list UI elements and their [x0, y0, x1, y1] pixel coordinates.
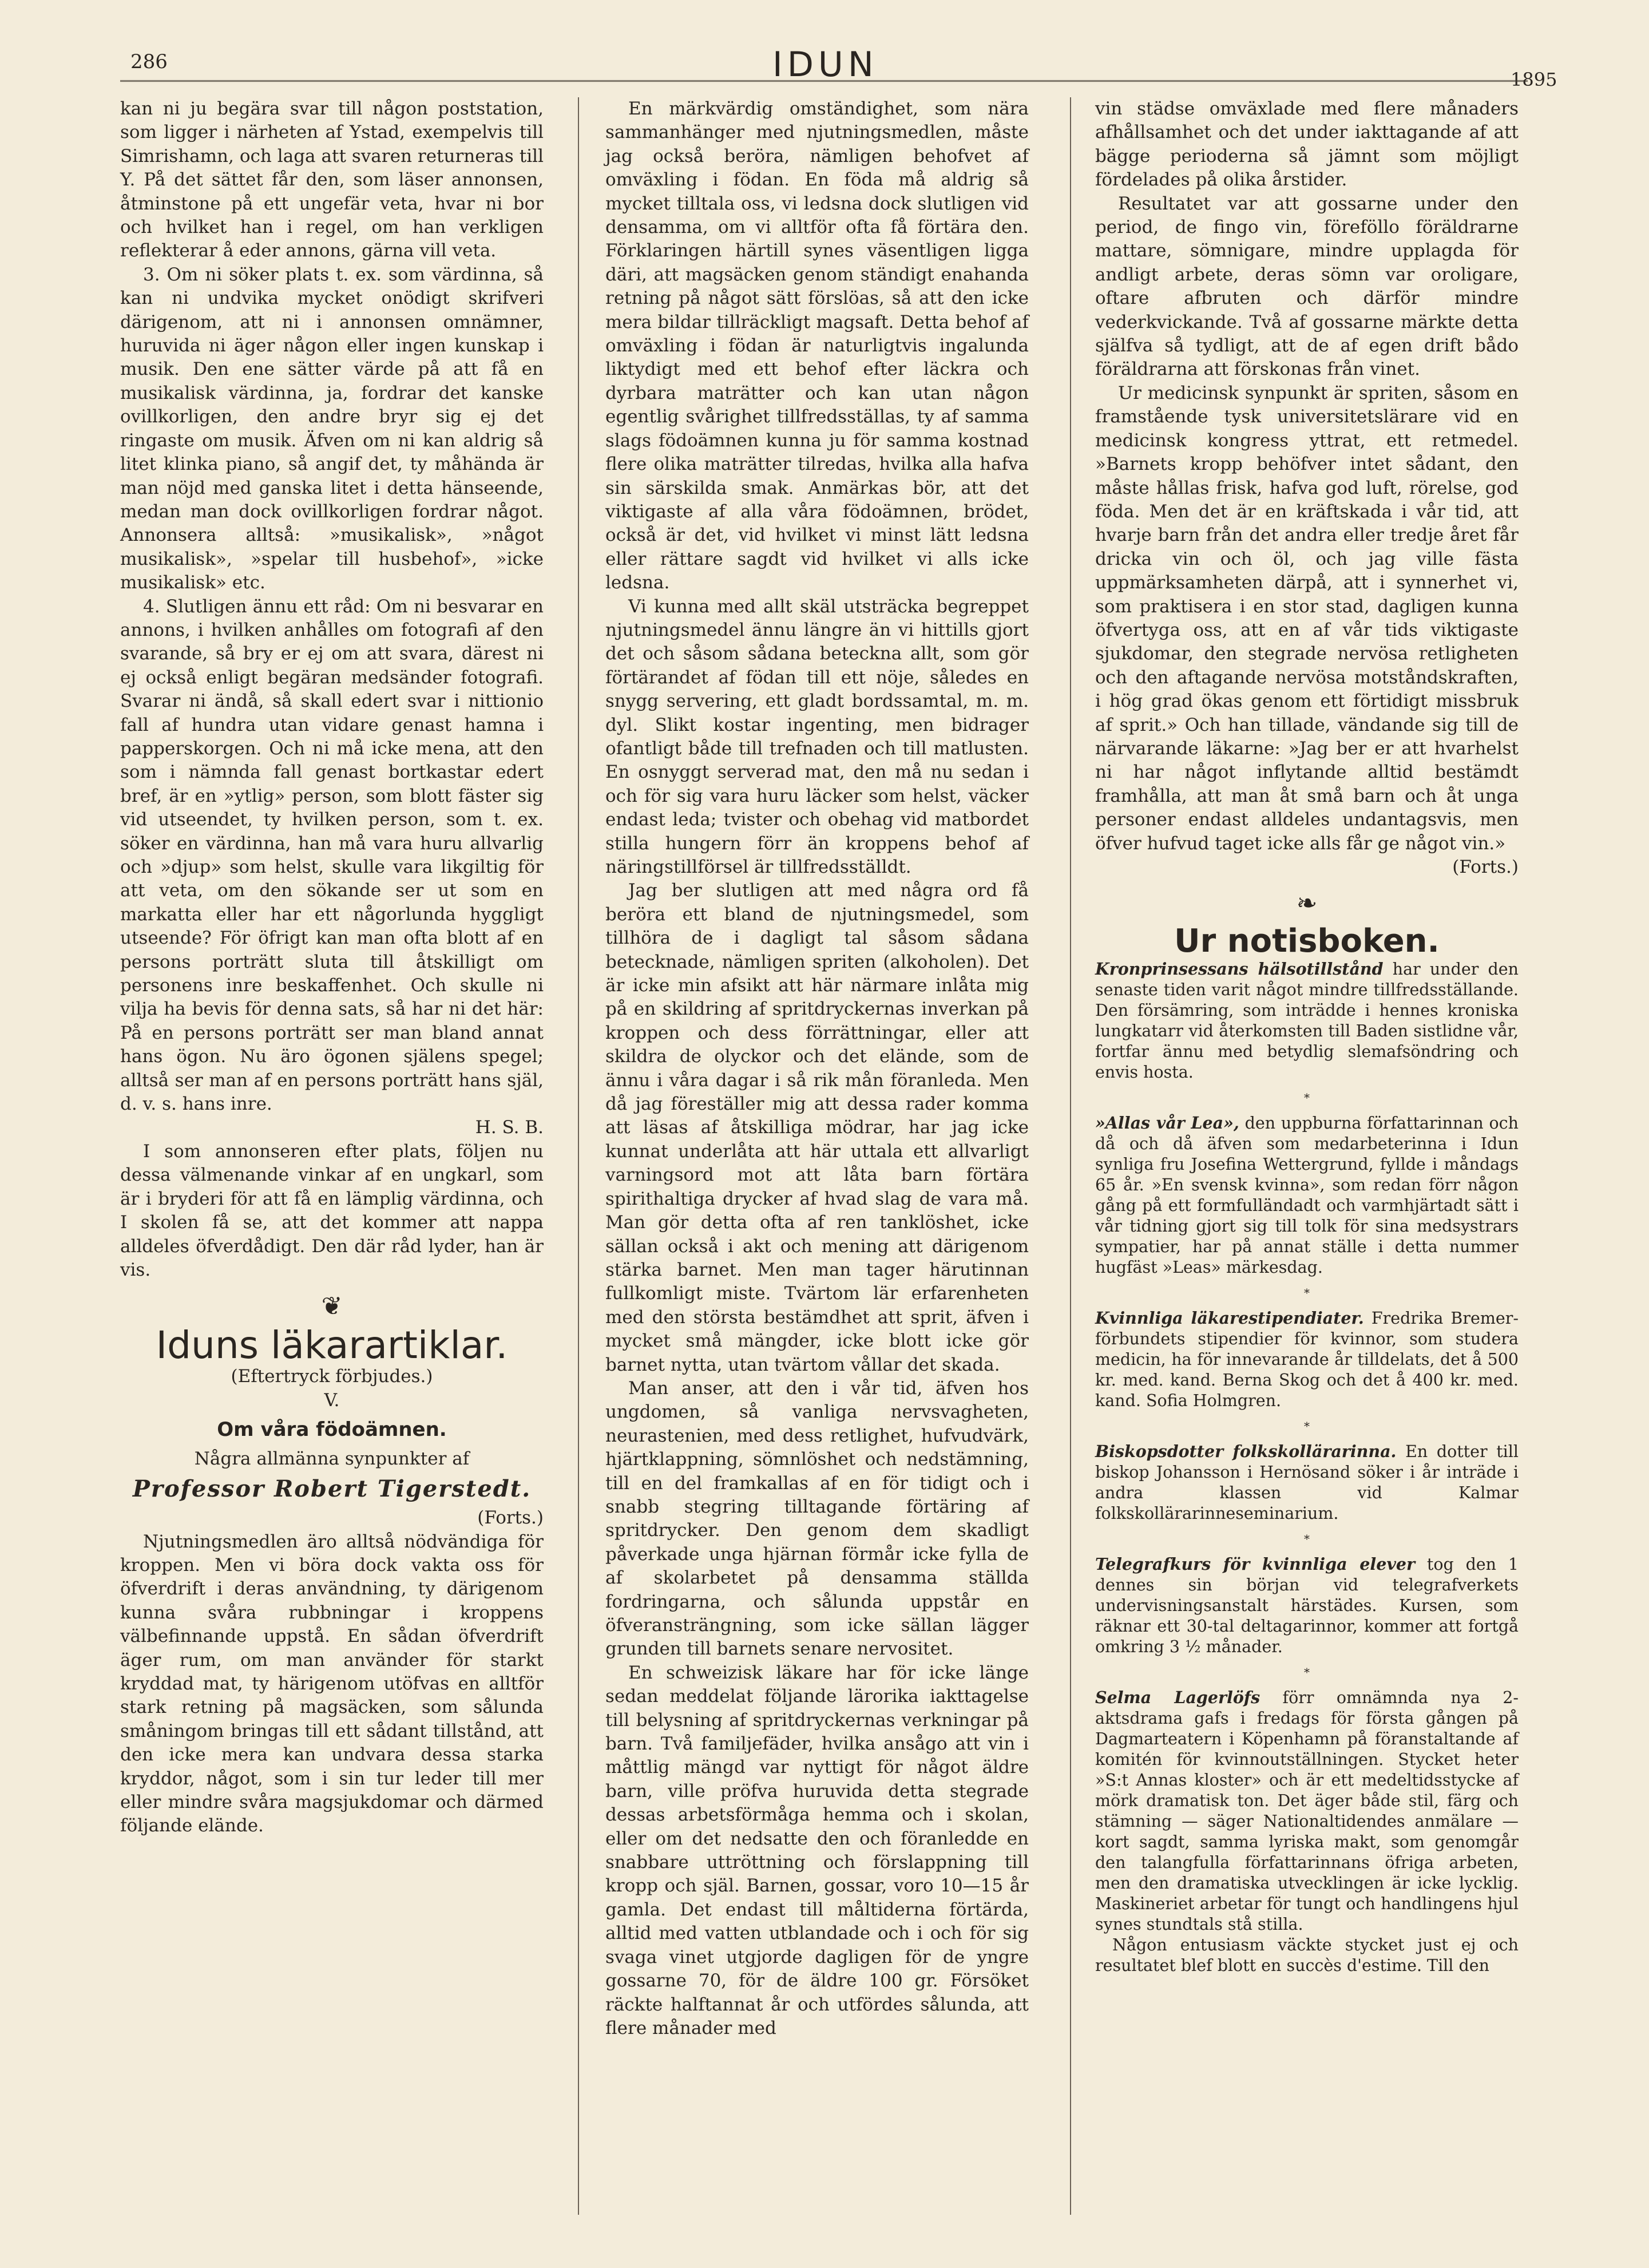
notis-title: Ur notisboken. [1174, 922, 1440, 960]
column-divider [1070, 97, 1071, 2215]
paragraph: 3. Om ni söker plats t. ex. som värdinna, så kan ni undvika mycket onödigt skrifveri därigenom, att ni i annonsen omnämner, huruvida ni äger någon eller ingen kunskap i musik. Den ene sätter värde på att få en musikalisk värdinna, ja, fordrar det kanske ovillkorligen, den andre bryr sig ej det ringaste om musik. Äfven om ni kan aldrig så litet klinka piano, så angif det, ty måhända är man nöjd med ganska litet i detta hänseende, medan man dock ovillkorligen fordrar något. Annonsera alltså: »musikalisk», »något musikalisk», »spelar till husbehof», »icke musikalisk» etc. [120, 264, 544, 593]
column-3 [1095, 97, 1519, 1976]
paragraph: kan ni ju begära svar till någon poststation, som ligger i närheten af Ystad, exempelvis till Simrishamn, och laga att svaren returneras till Y. På det sättet får den, som läser annonsen, åtminstone på ett ungefär veta, hvar ni bor och hvilket han i regel, om han verkligen reflekterar å eder annons, gärna vill veta. [120, 98, 544, 262]
column-2 [605, 97, 1029, 2040]
paragraph: En schweizisk läkare har för icke länge sedan meddelat följande lärorika iakttagelse till belysning af spritdryckernas verkningar på barn. Två familjefäder, hvilka ansågo att vin i måttlig mängd var nyttigt för något äldre barn, ville pröfva huruvida detta stegrade dessas arbetsförmåga hemma och i skolan, eller om det nedsatte den och föranledde en snabbare uttröttning och förslappning till kropp och själ. Barnen, gossar, voro 10—15 år gamla. Det endast till måltiderna förtärda, alltid med vatten utblandade och i och för sig svaga vinet utgjorde dagligen för de yngre gossarne 70, för de äldre 100 gr. Försöket räckte halftannat år och utfördes sålunda, att flere månader med [605, 1662, 1029, 2039]
notis-text: tog den 1 dennes sin början vid telegrafverkets undervisningsanstalt härstädes. Kursen, som räknar ett 30-tal deltagarinnor, kommer att fortgå omkring 3 ½ månader. [1095, 1555, 1519, 1657]
notis-item [1095, 1554, 1519, 1657]
separator: * [1304, 1532, 1310, 1546]
paragraph: vin städse omväxlade med flere månaders afhållsamhet och det under iakttagande af att bägge perioderna så jämnt som möjligt fördelades på olika årstider. [1095, 98, 1519, 191]
ornament: ❦ [321, 1292, 343, 1321]
article-title: Om våra födoämnen. [217, 1418, 447, 1441]
separator: * [1304, 1665, 1310, 1680]
paragraph: 4. Slutligen ännu ett råd: Om ni besvarar en annons, i hvilken anhålles om fotografi af den svarande, så bry er ej om att svara, därest ni ej också enligt begäran medsänder fotografi. Svarar ni ändå, så skall edert svar i nittionio fall af hundra utan vidare genast hamna i papperskorgen. Och ni må icke mena, att den som i nämnda fall genast bortkastar edert bref, är en »ytlig» person, som blott fäster sig vid utseendet, ty hvilken person, som t. ex. söker en värdinna, han må vara huru allvarlig och »djup» som helst, skulle vara likgiltig för att veta, om den sökande ser ut som en markatta eller har ett någorlunda hyggligt utseende? För öfrigt kan man ofta blott af en persons porträtt sluta till åtskilligt om personens inre beskaffenhet. Och skulle ni vilja ha bevis för denna sats, så har ni det här: På en persons porträtt ser man bland annat hans ögon. Nu äro ögonen själens spegel; alltså ser man af en persons porträtt hans själ, d. v. s. hans inre. [120, 596, 544, 1115]
notis-text: har under den senaste tiden varit något mindre tillfredsställande. Den försämring, som inträdde i hennes kroniska lungkatarr vid återkomsten till Baden sistlidne vår, fortfar ännu med betydlig slemafsöndring och envis hosta. [1095, 960, 1519, 1082]
notis-item [1095, 1308, 1519, 1411]
notis-item [1095, 1113, 1519, 1278]
paragraph: Vi kunna med allt skäl utsträcka begreppet njutningsmedel ännu längre än vi hittills gjort det och såsom sådana beteckna allt, som gör förtärandet af födan till ett nöje, således en snygg servering, ett gladt bordssamtal, m. m. dyl. Slikt kostar ingenting, men bidrager ofantligt både till trefnaden och till matlusten. En osnyggt serverad mat, den må nu sedan i och för sig vara huru läcker som helst, väcker endast leda; tvister och obehag vid matbordet stilla hungern förr än kroppens behof af näringstillförsel är tillfredsställdt. [605, 596, 1029, 877]
notis-item [1095, 1687, 1519, 1935]
notis-list [1095, 959, 1519, 1976]
notis-lead: Kronprinsessans hälsotillstånd [1095, 959, 1384, 979]
page-number: 286 [130, 50, 168, 73]
notis-item [1095, 959, 1519, 1083]
notis-text: En dotter till biskop Johansson i Hernösand söker i år inträde i andra klassen vid Kalmar folkskollärarinneseminarium. [1095, 1442, 1519, 1523]
signature: H. S. B. [475, 1117, 544, 1138]
notis-lead: »Allas vår Lea», [1095, 1113, 1239, 1133]
separator: * [1304, 1419, 1310, 1434]
paragraph: Njutningsmedlen äro alltså nödvändiga för kroppen. Men vi böra dock vakta oss för öfverdrift i deras användning, ty därigenom kunna svåra rubbningar i kroppens välbefinnande uppstå. En sådan öfverdrift äger rum, om man använder för starkt kryddad mat, ty härigenom utöfvas en alltför stark retning på magsäcken, som sålunda småningom bringas till ett sådant tillstånd, att den icke mera kan undvara dessa starka kryddor, något, som i sin tur leder till mer eller mindre svåra magsjukdomar och därmed följande elände. [120, 1531, 544, 1836]
notis-lead: Selma Lagerlöfs [1095, 1688, 1260, 1708]
paragraph: Ur medicinsk synpunkt är spriten, såsom en framstående tysk universitetslärare vid en medicinsk kongress yttrat, ett retmedel. »Barnets kropp behöfver intet sådant, den måste hållas frisk, hafva god luft, rörelse, god föda. Men det är en kräftskada i vår tid, att hvarje barn från det andra eller tredje året får dricka vin och öl, och jag ville fästa uppmärksamheten därpå, att i synnerhet vi, som praktisera i en stor stad, dagligen kunna öfvertyga oss, att en af vår tids viktigaste sjukdomar, den stegrade nervösa retligheten och den aftagande nervösa motståndskraften, i hög grad ökas genom ett förtidigt missbruk af sprit.» Och han tillade, vändande sig till de närvarande läkarne: »Jag ber er att hvarhelst ni har något inflytande alltid bestämdt framhålla, att man åt små barn och åt unga personer endast alldeles undantagsvis, men öfver hufvud taget icke alls får ge något vin.» [1095, 382, 1519, 854]
paragraph: En märkvärdig omständighet, som nära sammanhänger med njutningsmedlen, måste jag också beröra, nämligen behofvet af omväxling i födan. En föda må aldrig så mycket tilltala oss, vi ledsna dock slutligen vid densamma, om vi alltför ofta få förtära den. Förklaringen härtill synes väsentligen ligga däri, att magsäcken genom ständigt enahanda retning på något sätt förslöas, så att den icke mera bildar tillräckligt magsaft. Detta behof af omväxling i födan är naturligtvis ingalunda liktydigt med ett behof efter läckra och dyrbara maträtter och kan utan någon egentlig svårighet tillfredsställas, ty af samma slags födoämnen kunna ju för samma kostnad flere olika maträtter tilredas, hvilka alla hafva sin särskilda smak. Anmärkas bör, att det viktigaste af alla våra födoämnen, brödet, också är det, vid hvilket vi minst lätt ledsna eller rättare sagdt vid hvilket vi alls icke ledsna. [605, 98, 1029, 593]
header-rule [120, 80, 1528, 82]
notis-lead: Biskopsdotter folkskollärarinna. [1095, 1442, 1397, 1462]
article-subtitle: Några allmänna synpunkter af [194, 1448, 470, 1470]
paragraph: Man anser, att den i vår tid, äfven hos ungdomen, så vanliga nervsvagheten, neurastenien, med dess retlighet, hufvudvärk, hjärtklappning, sömnlöshet och nedstämning, till en del framkallas af en för tidigt och i snabb stegring tilltagande förtäring af spritdrycker. Den genom dem skadligt påverkade unga hjärnan förmår icke fylla de af skolarbetet på densamma ställda fordringarna, och sålunda uppstår en öfveransträngning, som icke sällan lägger grunden till barnets senare nervositet. [605, 1378, 1029, 1660]
paragraph: I som annonseren efter plats, följen nu dessa välmenande vinkar af en ungkarl, som är i bryderi för att få en lämplig värdinna, och I skolen få se, att det kommer att nappa alldeles öfverdådigt. Den där råd lyder, han är vis. [120, 1141, 544, 1280]
notis-item [1095, 1441, 1519, 1524]
notis-text: Fredrika Bremer-förbundets stipendier för kvinnor, som studera medicin, ha för innevarande år tilldelats, det å 500 kr. med. kand. Berna Skog och det å 400 kr. med. kand. Sofia Holmgren. [1095, 1309, 1519, 1411]
separator: * [1304, 1286, 1310, 1300]
paragraph: Jag ber slutligen att med några ord få beröra ett bland de njutningsmedel, som tillhöra de i dagligt tal såsom sådana betecknade, nämligen spriten (alkoholen). Det är icke min afsikt att här närmare inlåta mig på en skildring af spritdryckernas inverkan på kroppen och dess förrättningar, eller att skildra de olyckor och det elände, som de ännu i våra dagar i så rik mån föranleda. Men då jag föreställer mig att dessa rader komma att läsas af åtskilliga mödrar, har jag icke kunnat underlåta att här uttala ett allvarligt varningsord mot att låta barn förtära spirithaltiga drycker af hvad slag de vara må. Man gör detta ofta af ren tanklöshet, icke sällan också i akt och mening att därigenom stärka barnet. Men man tager härutinnan fullkomligt miste. Tvärtom lär erfarenheten med den största bestämdhet att sprit, äfven i mycket små mängder, icke blott icke gör barnet nytta, utan tvärtom vållar det skada. [605, 880, 1029, 1375]
notis-text: förr omnämnda nya 2-aktsdrama gafs i fredags för första gången på Dagmarteatern i Köpenhamn på föranstaltande af komitén för kvinnoutställningen. Stycket heter »S:t Annas kloster» och är ett medeltidsstycke af mörk dramatisk ton. Det äger både stil, färg och stämning — säger Nationaltidendes anmälare — kort sagdt, samma lyriska makt, som genomgår den talangfulla författarinnans öfriga arbeten, men den dramatiska utvecklingen är icke lycklig. Maskineriet arbetar för tungt och handlingens hjul synes stundtals stå stilla. [1095, 1688, 1519, 1934]
notis-lead: Telegrafkurs för kvinnliga elever [1095, 1554, 1416, 1574]
notis-lead: Kvinnliga läkarestipendiater. [1095, 1308, 1364, 1328]
forts-note: (Forts.) [477, 1507, 544, 1529]
author: Professor Robert Tigerstedt. [132, 1475, 532, 1502]
masthead: IDUN [772, 45, 878, 85]
roman-numeral: V. [324, 1390, 340, 1411]
paragraph: Resultatet var att gossarne under den period, de fingo vin, föreföllo föräldrarne mattare, sömnigare, mindre upplagda för andligt arbete, deras sömn var oroligare, oftare afbruten och därför mindre vederkvickande. Två af gossarne märkte detta själfva så tydligt, att de af egen drift bådo föräldrarna att förskonas från vinet. [1095, 193, 1519, 380]
forts-note: (Forts.) [1452, 857, 1519, 877]
notis-text: den uppburna författarinnan och då och då äfven som medarbeterinna i Idun synliga fru Josefina Wettergrund, fyllde i måndags 65 år. »En svensk kvinna», som redan förr någon gång på ett formfulländadt och varmhjärtadt sätt i vår tidning gjort sig till tolk för sina medsystrars sympatier, har på annat ställe i detta nummer hugfäst »Leas» märkesdag. [1095, 1114, 1519, 1277]
notis-text: Någon entusiasm väckte stycket just ej och resultatet blef blott en succès d'estime. Till den [1095, 1935, 1519, 1976]
year: 1895 [1511, 69, 1557, 90]
separator: * [1304, 1091, 1310, 1105]
section-title: Iduns läkarartiklar. [156, 1323, 508, 1367]
column-divider [578, 97, 579, 2215]
ornament: ❧ [1296, 889, 1318, 919]
column-1 [120, 97, 544, 1838]
eftertryck-note: (Eftertryck förbjudes.) [231, 1366, 433, 1387]
